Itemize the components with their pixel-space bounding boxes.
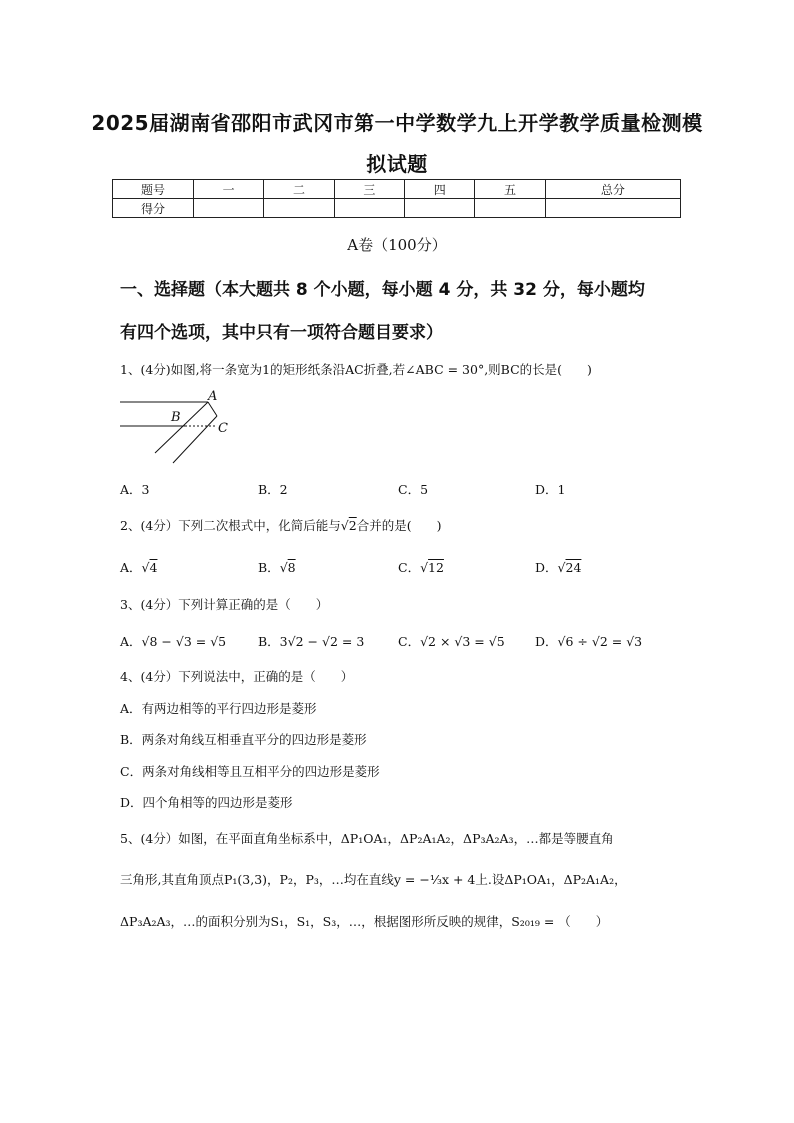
segment-a-c [208,402,217,416]
question-5-line3: ΔP₃A₂A₃，…的面积分别为S₁，S₁，S₃，…，根据图形所反映的规律，S₂₀₁₉ = （ ） [120,914,609,929]
q3-option-b[interactable]: B．3√2 − √2 = 3 [258,634,365,649]
question-1-figure [115,388,245,468]
fold-line-ab [155,402,208,453]
score-header-cell: 一 [194,180,264,199]
question-2-stem: 2、(4分）下列二次根式中，化简后能与√2合并的是( ) [120,518,442,533]
score-header-cell: 总分 [545,180,680,199]
score-header-cell: 三 [334,180,404,199]
score-row-label: 得分 [113,199,194,218]
score-cell [334,199,404,218]
question-5-line1: 5、(4分）如图，在平面直角坐标系中，ΔP₁OA₁，ΔP₂A₁A₂，ΔP₃A₂A₃，…都是等腰直角 [120,831,614,846]
document-title-line2: 拟试题 [366,152,428,176]
q2-option-c[interactable]: C．√12 [398,560,444,575]
score-table-score-row [113,199,681,218]
question-4-stem: 4、(4分）下列说法中，正确的是（ ） [120,669,354,684]
q4-option-b[interactable]: B．两条对角线互相垂直平分的四边形是菱形 [120,732,367,747]
q4-option-c[interactable]: C．两条对角线相等且互相平分的四边形是菱形 [120,764,380,779]
part1-heading-line1: 一、选择题（本大题共 8 个小题，每小题 4 分，共 32 分，每小题均 [120,280,645,300]
part1-heading-line2: 有四个选项，其中只有一项符合题目要求） [120,323,443,343]
score-table-header-row [113,180,681,199]
label-a: A [208,389,218,404]
section-a-heading: A卷（100分） [347,236,447,254]
question-5-line2: 三角形,其直角顶点P₁(3,3)，P₂，P₃，…均在直线y = −⅓x + 4上.设ΔP₁OA₁，ΔP₂A₁A₂， [120,872,627,887]
q2-stem-radicand: 2 [348,518,357,533]
q2-stem-pre: 2、(4分）下列二次根式中，化简后能与 [120,518,341,533]
q4-option-d[interactable]: D．四个角相等的四边形是菱形 [120,795,293,810]
score-cell [264,199,334,218]
question-1-stem: 1、(4分)如图,将一条宽为1的矩形纸条沿AC折叠,若∠ABC = 30°,则BC的长是( ) [120,362,592,377]
score-header-cell: 五 [475,180,545,199]
label-c: C [218,421,228,436]
q1-option-b[interactable]: B．2 [258,482,288,497]
score-header-cell: 二 [264,180,334,199]
score-header-cell: 题号 [113,180,194,199]
q1-option-a[interactable]: A．3 [120,482,150,497]
q2-option-a[interactable]: A．√4 [120,560,158,575]
score-cell [545,199,680,218]
q1-option-d[interactable]: D．1 [535,482,566,497]
q2-stem-post: 合并的是( ) [356,518,442,533]
score-cell [475,199,545,218]
score-table [112,179,681,218]
q3-option-c[interactable]: C．√2 × √3 = √5 [398,634,505,649]
document-title-line1: 2025届湖南省邵阳市武冈市第一中学数学九上开学教学质量检测模 [91,111,703,135]
score-header-cell: 四 [405,180,475,199]
q2-option-b[interactable]: B．√8 [258,560,296,575]
label-b: B [171,410,181,425]
q4-option-a[interactable]: A．有两边相等的平行四边形是菱形 [120,701,317,716]
q3-option-d[interactable]: D．√6 ÷ √2 = √3 [535,634,643,649]
q1-option-c[interactable]: C．5 [398,482,429,497]
score-cell [194,199,264,218]
question-3-stem: 3、(4分）下列计算正确的是（ ） [120,597,329,612]
q3-option-a[interactable]: A．√8 − √3 = √5 [120,634,227,649]
score-cell [405,199,475,218]
q2-option-d[interactable]: D．√24 [535,560,582,575]
